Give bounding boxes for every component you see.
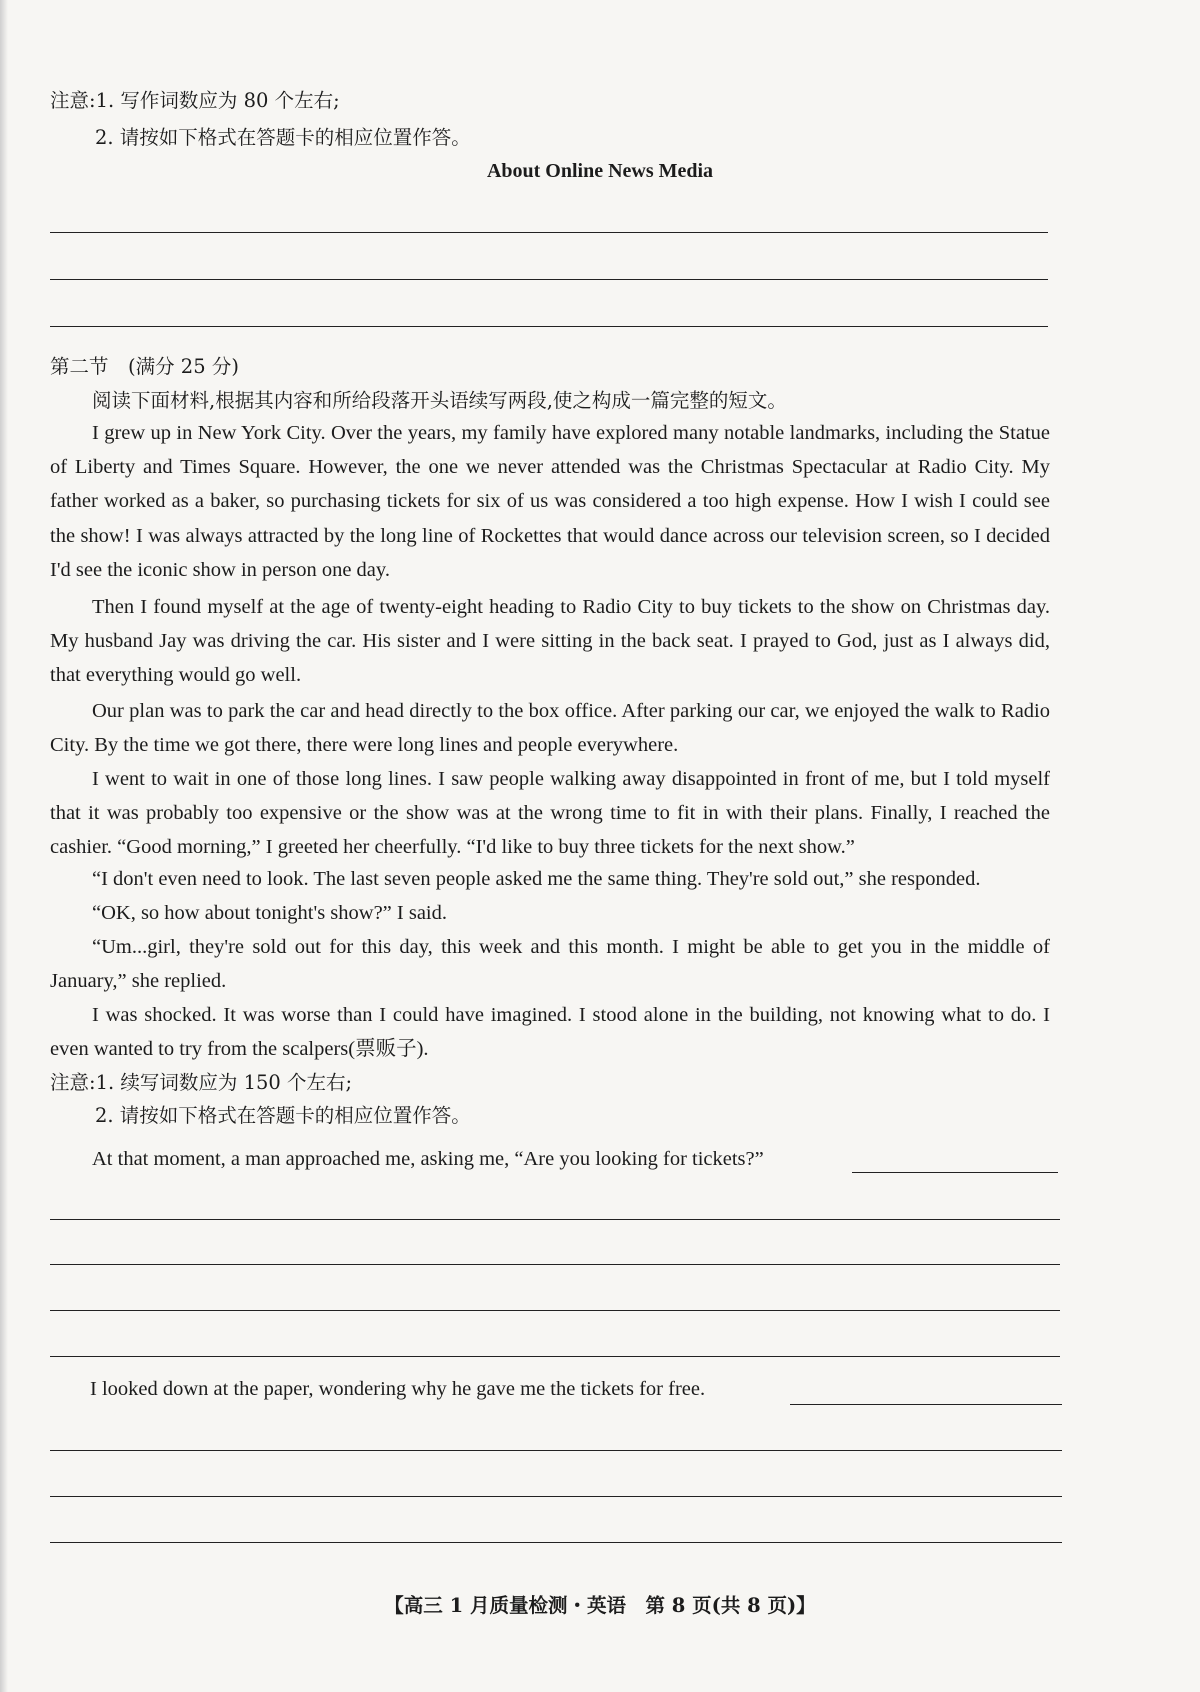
continuation-note-format: 2. 请按如下格式在答题卡的相应位置作答。 [95, 1104, 471, 1127]
answer-line [50, 1310, 1060, 1311]
writing-note-word-count: 注意:1. 写作词数应为 80 个左右; [50, 89, 340, 112]
answer-line [50, 279, 1048, 280]
answer-line [852, 1172, 1058, 1173]
answer-line [50, 232, 1048, 233]
page-footer: 【高三 1 月质量检测・英语 第 8 页(共 8 页)】 [384, 1594, 816, 1617]
answer-line [790, 1404, 1062, 1405]
answer-line [50, 326, 1048, 327]
section-instruction: 阅读下面材料,根据其内容和所给段落开头语续写两段,使之构成一篇完整的短文。 [92, 389, 787, 412]
scan-edge-shadow [0, 0, 8, 1692]
answer-line [50, 1542, 1062, 1543]
answer-line [50, 1219, 1060, 1220]
writing-note-format: 2. 请按如下格式在答题卡的相应位置作答。 [95, 126, 471, 149]
answer-line [50, 1264, 1060, 1265]
story-paragraph: Then I found myself at the age of twenty-eight heading to Radio City to buy tickets to the show on Christmas day. My husband Jay was driving the car. His sister and I were sitting in the back seat. I prayed to God, just as I always did, that everything would go well. [50, 596, 1050, 687]
story-paragraph: I was shocked. It was worse than I could have imagined. I stood alone in the building, not knowing what to do. I even wanted to try from the scalpers(票贩子). [50, 1004, 1050, 1061]
story-dialogue: “Um...girl, they're sold out for this day, this week and this month. I might be able to get you in the middle of January,” she replied. [50, 936, 1050, 993]
story-dialogue: “OK, so how about tonight's show?” I said. [92, 902, 447, 924]
writing-title: About Online News Media [486, 160, 714, 182]
story-paragraph: I grew up in New York City. Over the years, my family have explored many notable landmarks, including the Statue of Liberty and Times Square. However, the one we never attended was the Christmas Spectacular at Radio City. My father worked as a baker, so purchasing tickets for six of us was considered a too high expense. How I wish I could see the show! I was always attracted by the long line of Rockettes that would dance across our television screen, so I decided I'd see the iconic show in person one day. [50, 422, 1050, 581]
answer-line [50, 1450, 1062, 1451]
continuation-prompt-1: At that moment, a man approached me, asking me, “Are you looking for tickets?” [92, 1148, 764, 1170]
answer-line [50, 1496, 1062, 1497]
section-heading: 第二节 (满分 25 分) [50, 355, 239, 378]
story-paragraph: Our plan was to park the car and head directly to the box office. After parking our car, we enjoyed the walk to Radio City. By the time we got there, there were long lines and people everywhere. [50, 700, 1050, 757]
continuation-prompt-2: I looked down at the paper, wondering why he gave me the tickets for free. [90, 1378, 706, 1400]
answer-line [50, 1356, 1060, 1357]
story-dialogue: “I don't even need to look. The last seven people asked me the same thing. They're sold out,” she responded. [92, 868, 981, 890]
story-paragraph: I went to wait in one of those long lines. I saw people walking away disappointed in front of me, but I told myself that it was probably too expensive or the show was at the wrong time to fit in with their plans. Finally, I reached the cashier. “Good morning,” I greeted her cheerfully. “I'd like to buy three tickets for the next show.” [50, 768, 1050, 859]
continuation-note-word-count: 注意:1. 续写词数应为 150 个左右; [50, 1071, 353, 1094]
